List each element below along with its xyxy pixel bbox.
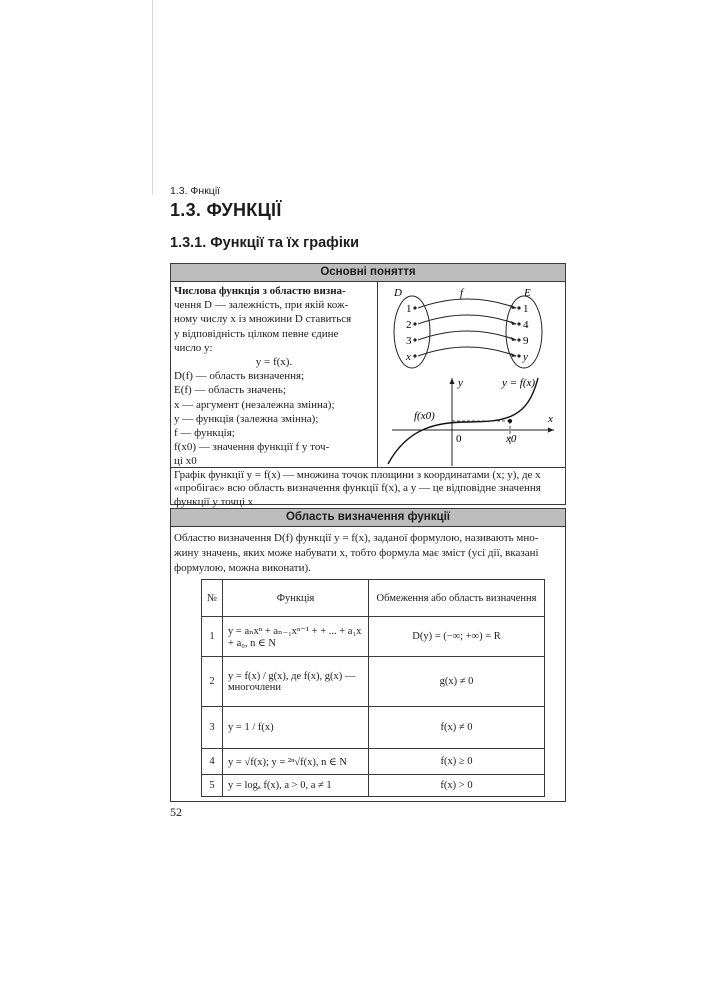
table-header-row [202, 580, 545, 617]
table-row [202, 707, 545, 749]
row-function: y = 1 / f(x) [223, 707, 369, 749]
graph-definition-line: функції у точці x [174, 495, 254, 508]
set-e-label: E [524, 287, 531, 299]
section-title: 1.3. ФУНКЦІЇ [170, 200, 282, 220]
domain-header: Область визначення функції [171, 509, 565, 527]
mapping-and-graph-diagram [378, 282, 564, 467]
mapping-arrows [418, 299, 516, 356]
domain-table [201, 579, 545, 797]
page-number: 52 [170, 805, 182, 819]
point-x0 [508, 419, 512, 423]
col-header-function: Функція [223, 580, 369, 617]
term-line: E(f) — область значень; [174, 384, 286, 397]
domain-element: x [406, 351, 411, 363]
definition-line: у відповідність цілком певне єдине [174, 327, 339, 340]
horizontal-divider [171, 467, 565, 468]
range-element: 1 [523, 303, 529, 315]
domain-box [170, 508, 566, 802]
row-number: 2 [202, 657, 223, 707]
domain-definition [174, 531, 560, 576]
term-line: f(x0) — значення функції f у точ- [174, 441, 330, 454]
map-f-label: f [460, 287, 464, 299]
row-constraint: f(x) > 0 [369, 775, 545, 797]
row-number: 4 [202, 749, 223, 775]
row-number: 5 [202, 775, 223, 797]
range-element: 9 [523, 335, 529, 347]
row-constraint: f(x) ≠ 0 [369, 707, 545, 749]
domain-element: 2 [406, 319, 412, 331]
term-line: y — функція (залежна змінна); [174, 412, 319, 425]
table-row [202, 617, 545, 657]
origin-label: 0 [456, 433, 462, 445]
row-constraint: f(x) ≥ 0 [369, 749, 545, 775]
range-element: y [523, 351, 528, 363]
domain-element: 3 [406, 335, 412, 347]
row-constraint: g(x) ≠ 0 [369, 657, 545, 707]
domain-set-ellipse [394, 296, 430, 368]
x-axis-label: x [548, 413, 553, 425]
row-function: y = logₐ f(x), a > 0, a ≠ 1 [223, 775, 369, 797]
col-header-number: № [202, 580, 223, 617]
margin-line [152, 0, 153, 195]
row-function: y = f(x) / g(x), де f(x), g(x) — многочлени [223, 657, 369, 707]
definition-line: ному числу x із множини D ставиться [174, 313, 352, 326]
definition-line: Числова функція з областю визна- [174, 285, 346, 297]
curve-label: y = f(x) [502, 377, 536, 389]
domain-definition-line: формулою, можна виконати). [174, 562, 311, 574]
y-axis-label: y [458, 377, 463, 389]
fx0-label: f(x0) [414, 410, 435, 422]
term-line: f — функція; [174, 427, 235, 440]
domain-definition-line: жину значень, яких може набувати x, тобто формула має зміст (усі дії, вказані [174, 547, 539, 559]
x0-label: x0 [506, 433, 517, 445]
set-d-label: D [394, 287, 402, 299]
basic-concepts-box [170, 263, 566, 508]
definition-line: чення D — залежність, при якій кож- [174, 299, 349, 312]
row-number: 3 [202, 707, 223, 749]
range-element: 4 [523, 319, 529, 331]
definition-block [174, 284, 374, 469]
table-row [202, 749, 545, 775]
domain-element: 1 [406, 303, 412, 315]
row-function: y = aₙxⁿ + aₙ₋₁xⁿ⁻¹ + + ... + a₁x + a₀, n ∈ N [223, 617, 369, 657]
table-row [202, 775, 545, 797]
function-formula: y = f(x). [255, 356, 293, 369]
table-row [202, 657, 545, 707]
graph-definition-line: «пробігає» всю область визначення функції f(x), а y — це відповідне значення [174, 482, 541, 495]
row-function: y = √f(x); y = ²ⁿ√f(x), n ∈ N [223, 749, 369, 775]
row-constraint: D(y) = (−∞; +∞) = R [369, 617, 545, 657]
definition-line: число y: [174, 341, 213, 354]
graph-definition-line: Графік функції y = f(x) — множина точок площини з координатами (x; y), де x [174, 469, 541, 481]
graph-definition [174, 469, 562, 509]
term-line: ці x0 [174, 455, 197, 468]
col-header-constraint: Обмеження або область визначення [369, 580, 545, 617]
subsection-title: 1.3.1. Функції та їх графіки [170, 235, 360, 251]
domain-definition-line: Областю визначення D(f) функції y = f(x), заданої формулою, називають мно- [174, 532, 539, 544]
row-number: 1 [202, 617, 223, 657]
running-head: 1.3. Фнкції [170, 185, 221, 197]
basic-concepts-header: Основні поняття [171, 264, 565, 282]
term-line: D(f) — область визначення; [174, 370, 305, 383]
term-line: x — аргумент (незалежна змінна); [174, 398, 335, 411]
